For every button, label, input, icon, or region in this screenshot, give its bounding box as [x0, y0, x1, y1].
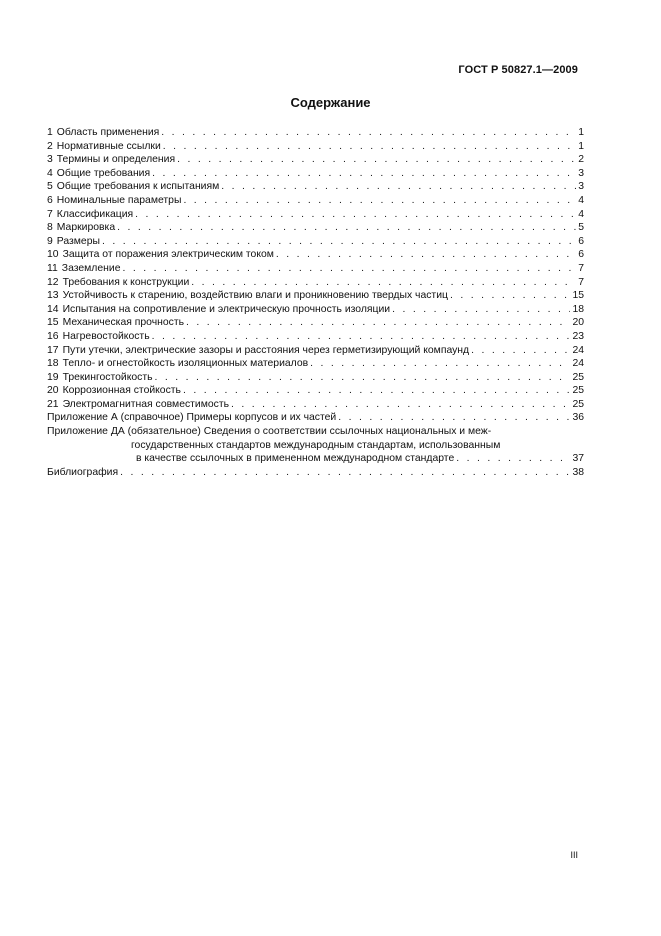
toc-entry-9[interactable]: [47, 235, 584, 249]
toc-entry-number: 7: [47, 208, 53, 220]
toc-entry-number: 10: [47, 249, 59, 261]
toc-entry-page: 37: [572, 453, 584, 465]
toc-entry-label-line3: в качестве ссылочных в примененном международном стандарте: [136, 453, 455, 465]
page-title: Содержание: [290, 95, 371, 110]
toc-entry-page: 36: [572, 412, 584, 424]
toc-entry-label: Маркировка: [56, 222, 116, 234]
toc-entry-number: 5: [47, 181, 53, 193]
toc-entry-label: Заземление: [61, 262, 121, 274]
leader-dots: [177, 153, 576, 167]
toc-entry-label: Область применения: [56, 127, 160, 138]
toc-entry-page: 7: [578, 262, 584, 274]
toc-entry-label: Нагревостойкость: [62, 330, 150, 342]
toc-entry-label: Устойчивость к старению, воздействию влаги и проникновению твердых частиц: [62, 290, 448, 302]
leader-dots: [276, 248, 576, 262]
toc-appendix-da[interactable]: [47, 425, 584, 466]
toc-entry-2[interactable]: [47, 140, 584, 154]
leader-dots: [135, 208, 576, 222]
toc-entry-label: Тепло- и огнестойкость изоляционных материалов: [62, 358, 309, 370]
leader-dots: [183, 194, 576, 208]
toc-entry-number: 6: [47, 194, 53, 206]
toc-entry-15[interactable]: [47, 316, 584, 330]
leader-dots: [183, 384, 570, 398]
toc-entry-label: Испытания на сопротивление и электрическую прочность изоляции: [62, 303, 391, 315]
leader-dots: [310, 357, 570, 371]
leader-dots: [231, 398, 570, 412]
page-number: III: [570, 850, 578, 860]
toc-entry-number: 8: [47, 222, 53, 234]
toc-entry-1[interactable]: [47, 126, 584, 140]
leader-dots: [161, 126, 576, 140]
toc-entry-page: 38: [572, 466, 584, 478]
leader-dots: [152, 330, 571, 344]
toc-entry-16[interactable]: [47, 330, 584, 344]
toc-entry-label: Приложение А (справочное) Примеры корпусов и их частей: [47, 412, 337, 424]
toc-entry-page: 6: [578, 235, 584, 247]
toc-entry-20[interactable]: [47, 384, 584, 398]
toc-entry-page: 18: [572, 303, 584, 315]
toc-entry-number: 1: [47, 127, 53, 138]
toc-entry-page: 6: [578, 249, 584, 261]
toc-entry-page: 25: [572, 398, 584, 410]
toc-entry-page: 4: [578, 208, 584, 220]
toc-entry-last-line: [47, 452, 584, 466]
leader-dots: [392, 303, 570, 317]
toc-sections: [47, 126, 584, 411]
toc-entry-number: 18: [47, 358, 59, 370]
leader-dots: [117, 221, 576, 235]
toc-entry-page: 25: [572, 385, 584, 397]
toc-entry-number: 15: [47, 317, 59, 329]
toc-entry-label: Механическая прочность: [62, 317, 184, 329]
toc-entry-label: Пути утечки, электрические зазоры и расстояния через герметизирующий компаунд: [62, 344, 470, 356]
toc-entry-number: 9: [47, 235, 53, 247]
toc-entry-label: Номинальные параметры: [56, 194, 182, 206]
toc-entry-label: Коррозионная стойкость: [62, 385, 181, 397]
toc-entry-label: Библиография: [47, 466, 119, 478]
leader-dots: [120, 466, 570, 480]
toc-entry-14[interactable]: [47, 303, 584, 317]
leader-dots: [102, 235, 576, 249]
toc-entry-number: 13: [47, 290, 59, 302]
toc-entry-number: 21: [47, 398, 59, 410]
leader-dots: [186, 316, 570, 330]
toc-entry-12[interactable]: [47, 276, 584, 290]
toc-entry-label: Размеры: [56, 235, 100, 247]
toc-entry-number: 17: [47, 344, 59, 356]
toc-bibliography[interactable]: [47, 466, 584, 480]
table-of-contents: [47, 126, 584, 479]
toc-entry-page: 25: [572, 371, 584, 383]
toc-entry-6[interactable]: [47, 194, 584, 208]
toc-entry-21[interactable]: [47, 398, 584, 412]
toc-entry-label: Общие требования к испытаниям: [56, 181, 220, 193]
toc-entry-label: Общие требования: [56, 167, 151, 179]
toc-entry-page: 1: [578, 127, 584, 138]
toc-entry-number: 19: [47, 371, 59, 383]
toc-entry-4[interactable]: [47, 167, 584, 181]
toc-entry-18[interactable]: [47, 357, 584, 371]
toc-entry-8[interactable]: [47, 221, 584, 235]
toc-entry-label: Электромагнитная совместимость: [62, 398, 230, 410]
leader-dots: [221, 180, 576, 194]
toc-entry-number: 12: [47, 276, 59, 288]
leader-dots: [456, 452, 570, 466]
toc-entry-page: 3: [578, 167, 584, 179]
toc-entry-number: 3: [47, 154, 53, 166]
leader-dots: [450, 289, 570, 303]
toc-entry-11[interactable]: [47, 262, 584, 276]
leader-dots: [338, 411, 570, 425]
leader-dots: [155, 371, 571, 385]
toc-entry-number: 14: [47, 303, 59, 315]
toc-entry-page: 1: [578, 140, 584, 152]
toc-entry-label-line1: Приложение ДА (обязательное) Сведения о соответствии ссылочных национальных и меж-: [47, 426, 492, 438]
toc-entry-3[interactable]: [47, 153, 584, 167]
toc-entry-page: 3: [578, 181, 584, 193]
toc-entry-page: 7: [578, 276, 584, 288]
toc-entry-page: 5: [578, 222, 584, 234]
toc-entry-page: 24: [572, 358, 584, 370]
toc-entry-number: 20: [47, 385, 59, 397]
toc-entry-17[interactable]: [47, 344, 584, 358]
toc-entry-number: 16: [47, 330, 59, 342]
toc-entry-page: 15: [572, 290, 584, 302]
toc-entry-7[interactable]: [47, 208, 584, 222]
toc-entry-13[interactable]: [47, 289, 584, 303]
toc-appendix-a[interactable]: [47, 411, 584, 425]
leader-dots: [191, 276, 576, 290]
toc-entry-page: 23: [572, 330, 584, 342]
leader-dots: [152, 167, 576, 181]
toc-entry-label: Нормативные ссылки: [56, 140, 161, 152]
toc-entry-page: 24: [572, 344, 584, 356]
toc-entry-label: Термины и определения: [56, 154, 176, 166]
toc-entry-5[interactable]: [47, 180, 584, 194]
toc-entry-10[interactable]: [47, 248, 584, 262]
toc-entry-label-line2: государственных стандартов международным стандартам, использованным: [131, 439, 501, 451]
toc-entry-label: Трекингостойкость: [62, 371, 153, 383]
toc-entry-page: 4: [578, 194, 584, 206]
leader-dots: [163, 140, 576, 154]
toc-entry-number: 11: [47, 262, 58, 274]
toc-entry-number: 2: [47, 140, 53, 152]
leader-dots: [122, 262, 576, 276]
toc-entry-page: 20: [572, 317, 584, 329]
document-code: ГОСТ Р 50827.1—2009: [458, 64, 578, 76]
toc-entry-label: Защита от поражения электрическим током: [62, 249, 274, 261]
toc-entry-label: Классификация: [56, 208, 134, 220]
toc-entry-page: 2: [578, 154, 584, 166]
leader-dots: [471, 344, 570, 358]
toc-entry-label: Требования к конструкции: [62, 276, 190, 288]
toc-entry-19[interactable]: [47, 371, 584, 385]
toc-entry-number: 4: [47, 167, 53, 179]
